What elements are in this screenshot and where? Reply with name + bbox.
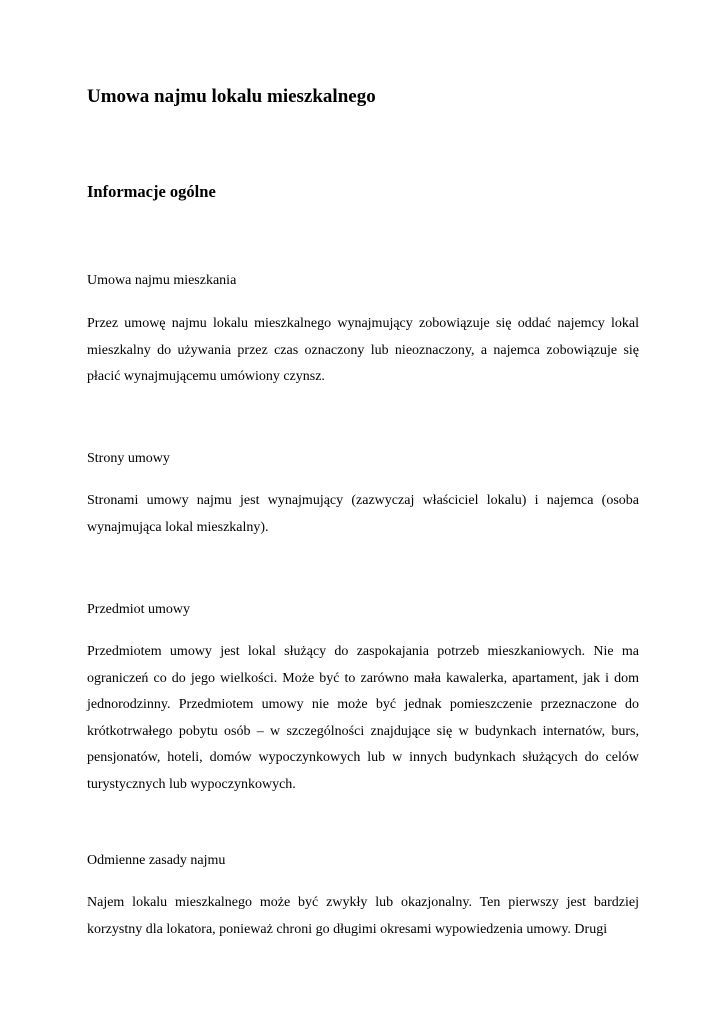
subheading-different-rules: Odmienne zasady najmu [87,853,226,868]
section-heading-general-info: Informacje ogólne [87,182,216,201]
paragraph-contract-parties: Stronami umowy najmu jest wynajmujący (zazwyczaj właściciel lokalu) i najemca (osoba wynajmująca lokal mieszkalny). [87,493,639,535]
document-title: Umowa najmu lokalu mieszkalnego [87,86,376,107]
subheading-contract-subject: Przedmiot umowy [87,602,191,617]
paragraph-contract-subject: Przedmiotem umowy jest lokal służący do zaspokajania potrzeb mieszkaniowych. Nie ma ograniczeń co do jego wielkości. Może być to zarówno mała kawalerka, apartament, jak i dom jednorodzinny. Przedmiotem umowy nie może być jednak pomieszczenie przeznaczone do krótkotrwałego pobytu osób – w szczególności znajdujące się w budynkach internatów, burs, pensjonatów, hoteli, domów wypoczynkowych lub w innych budynkach służących do celów turystycznych lub wypoczynkowych. [87,644,639,792]
paragraph-different-rules: Najem lokalu mieszkalnego może być zwykły lub okazjonalny. Ten pierwszy jest bardziej korzystny dla lokatora, ponieważ chroni go długimi okresami wypowiedzenia umowy. Drugi [87,895,639,937]
subheading-contract-parties: Strony umowy [87,451,170,466]
subheading-rental-agreement: Umowa najmu mieszkania [87,273,237,288]
paragraph-rental-agreement: Przez umowę najmu lokalu mieszkalnego wynajmujący zobowiązuje się oddać najemcy lokal mieszkalny do używania przez czas oznaczony lub nieoznaczony, a najemca zobowiązuje się płacić wynajmującemu umówiony czynsz. [87,316,639,384]
